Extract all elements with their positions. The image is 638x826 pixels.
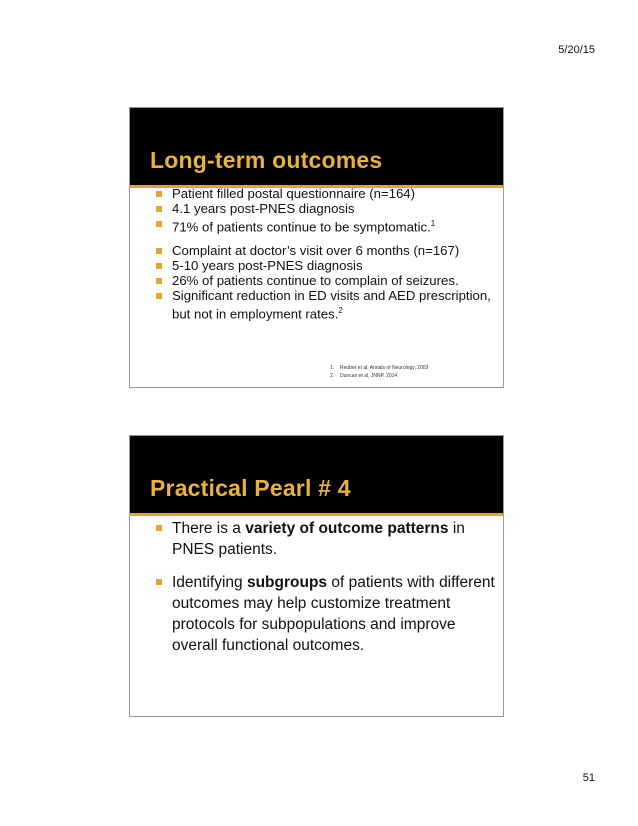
bullet-item: 5-10 years post-PNES diagnosis [156,258,496,273]
bullet-square-icon [156,293,162,299]
bullet-square-icon [156,263,162,269]
slide-header [130,108,503,188]
bullet-square-icon [156,191,162,197]
bullet-square-icon [156,525,162,531]
footnote-ref: 2 [338,306,343,316]
references [330,364,428,380]
bullet-square-icon [156,278,162,284]
reference-item: 2. Duncan et al, JNNP, 2014 [330,373,398,379]
bullet-item: 71% of patients continue to be symptomatic.$^1$ [156,216,496,234]
slide-long-term-outcomes [129,107,504,388]
bullet-item: Identifying subgroups of patients with different outcomes may help customize treatment protocols for subpopulations and improve overall functional outcomes. [156,572,496,656]
slide-practical-pearl [129,435,504,717]
slide-title: Long-term outcomes [150,147,383,173]
reference-item: 1. Reuber et al, Annals of Neurology, 2003 [330,365,429,371]
page-date: 5/20/15 [558,44,595,56]
bullet-item: Significant reduction in ED visits and AED prescription, but not in employment rates.$^2$ [156,288,496,321]
bullet-square-icon [156,221,162,227]
footnote-ref: 1 [430,219,436,228]
bullet-item: 26% of patients continue to complain of seizures. [156,273,496,288]
bullet-square-icon [156,206,162,212]
slide-header [130,436,503,516]
page-number: 51 [582,772,595,784]
bullet-square-icon [156,248,162,254]
bullet-list [156,518,496,656]
bullet-item: There is a variety of outcome patterns in PNES patients. [156,518,496,560]
bullet-item: Patient filled postal questionnaire (n=164) [156,186,496,201]
bullet-square-icon [156,579,162,585]
slide-title: Practical Pearl # 4 [150,475,351,501]
bullet-item: Complaint at doctor’s visit over 6 months (n=167) [156,243,496,258]
bullet-item: 4.1 years post-PNES diagnosis [156,201,496,216]
bullet-list [156,186,496,322]
